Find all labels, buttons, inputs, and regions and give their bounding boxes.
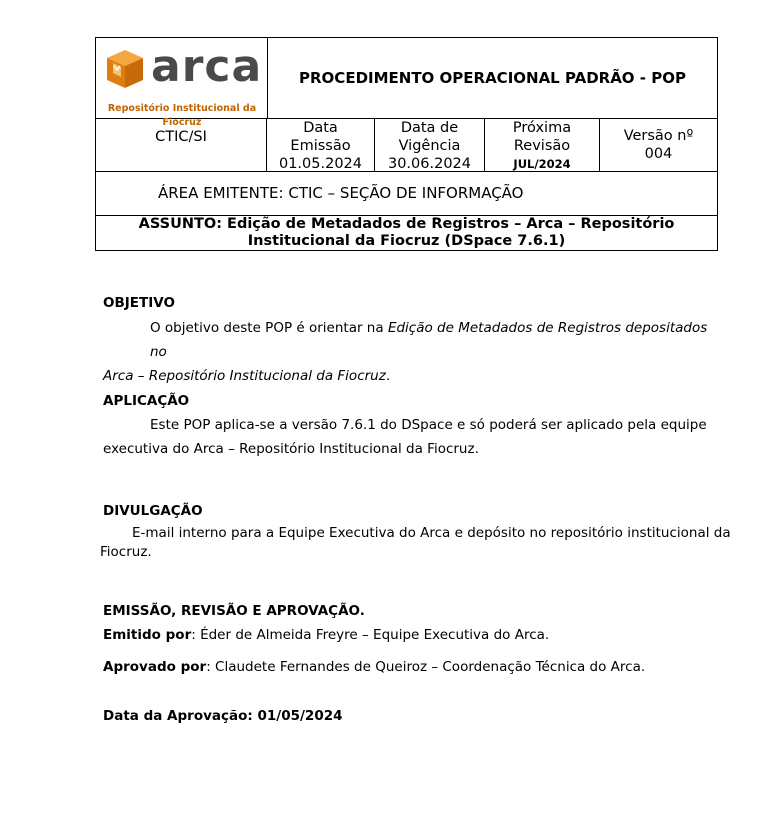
version-number: 004 [644,146,673,162]
document-title: PROCEDIMENTO OPERACIONAL PADRÃO - POP [299,69,686,87]
objetivo-italic-2: Arca – Repositório Institucional da Fiocruz [103,368,386,384]
subject-line-1: ASSUNTO: Edição de Metadados de Registros – Arca – Repositório [138,216,675,232]
aplicacao-heading: APLICAÇÃO [103,393,190,409]
emission-label-1: Data [303,120,338,136]
aplicacao-line-1: Este POP aplica-se a versão 7.6.1 do DSpace e só poderá ser aplicado pela equipe [150,417,707,433]
emitido-label: Emitido por [103,627,192,643]
header-row-subject [96,216,717,250]
issuing-area: ÁREA EMITENTE: CTIC – SEÇÃO DE INFORMAÇÃO [158,184,524,202]
objetivo-italic-1: Edição de Metadados de Registros depositados no [150,320,708,360]
emissao-heading: EMISSÃO, REVISÃO E APROVAÇÃO. [103,603,365,619]
validity-date: 30.06.2024 [387,156,472,172]
sector-cell [96,119,267,171]
validity-cell [375,119,485,171]
validity-label-2: Vigência [398,138,461,154]
logo-word: arca [151,41,263,92]
document-header-table [95,37,718,251]
revision-label-2: Revisão [513,138,571,154]
logo-subtitle: Repositório Institucional da Fiocruz [107,103,257,128]
emission-label-2: Emissão [290,138,351,154]
emission-date: 01.05.2024 [278,156,363,172]
divulgacao-line-1: E-mail interno para a Equipe Executiva do Arca e depósito no repositório institucional da [132,525,731,541]
revision-cell [485,119,600,171]
aprovado-line [103,655,645,679]
aprovado-label: Aprovado por [103,659,207,675]
arca-box-icon [103,46,147,90]
header-row-area [96,172,717,216]
divulgacao-heading: DIVULGAÇÃO [103,503,203,519]
arca-logo [96,38,268,128]
revision-date: JUL/2024 [513,157,571,171]
objetivo-paragraph [103,316,718,388]
divulgacao-line-2: Fiocruz. [100,544,152,560]
sector-text: CTIC/SI [155,129,207,145]
version-label: Versão nº [623,128,694,144]
version-cell [600,119,717,171]
aprovado-value: : Claudete Fernandes de Queiroz – Coordenação Técnica do Arca. [206,659,646,675]
header-row-metadata [96,119,717,172]
subject-line-2: Institucional da Fiocruz (DSpace 7.6.1) [247,233,566,249]
objetivo-suffix: . [385,368,391,384]
validity-label-1: Data de [400,120,459,136]
emission-cell [267,119,375,171]
emitido-value: : Éder de Almeida Freyre – Equipe Executiva do Arca. [191,627,550,643]
aplicacao-paragraph [103,413,718,461]
divulgacao-paragraph [100,524,732,562]
aplicacao-line-2: executiva do Arca – Repositório Institucional da Fiocruz. [103,441,479,457]
emitido-line [103,623,549,647]
objetivo-prefix: O objetivo deste POP é orientar na [150,320,388,336]
approval-date: Data da Aprovação: 01/05/2024 [103,708,343,724]
objetivo-heading: OBJETIVO [103,295,175,311]
revision-label-1: Próxima [512,120,572,136]
